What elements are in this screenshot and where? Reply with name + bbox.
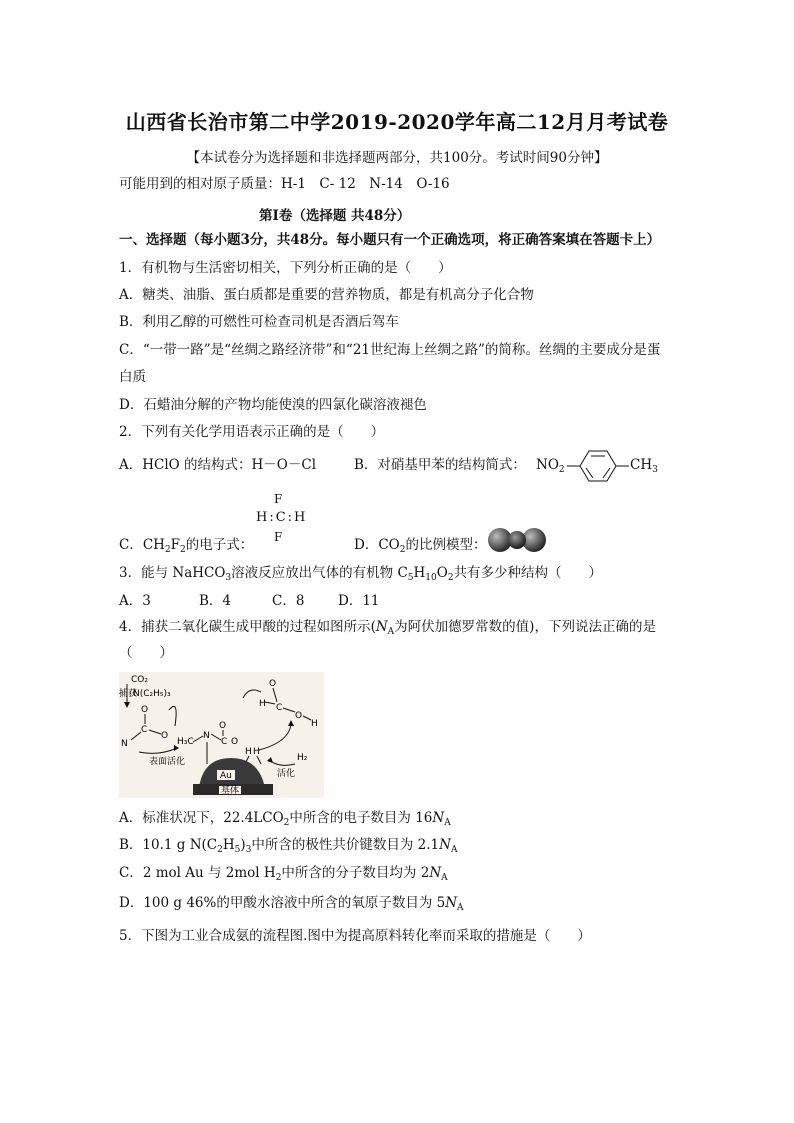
svg-text:O: O [295,711,303,721]
atomic-masses: 可能用到的相对原子质量：H-1 C- 12 N-14 O-16 [119,176,450,192]
benzene-ring-structure [565,448,635,484]
q2-c-f-top: F [274,492,283,506]
q3-option-b: B．4 [199,593,232,609]
q2-b-ch3-label: $CH_3$ [630,457,658,475]
svg-text:O: O [219,721,227,731]
q3-option-c: C．8 [272,593,305,609]
diagram-activate-label: 活化 [277,769,296,779]
page-title: 山西省长治市第二中学2019-2020学年高二12月月考试卷 [125,110,669,134]
svg-text:N: N [203,731,210,741]
svg-text:O: O [141,705,149,715]
svg-text:O: O [269,679,277,689]
co2-space-filling-model [486,526,548,554]
diagram-catch-label: 捕获 [119,689,138,699]
q2-c-f-bottom: F [274,530,283,544]
q1-option-a: A．糖类、油脂、蛋白质都是重要的营养物质，都是有机高分子化合物 [119,287,534,303]
q2-option-d: D．$CO_2$的比例模型： [354,537,487,555]
co2-capture-diagram [119,672,324,798]
volume-heading: 第Ⅰ卷（选择题 共48分） [259,208,411,224]
diagram-surface-label: 表面活化 [149,757,186,767]
q2-option-a: A．HClO 的结构式：H－O－Cl [119,457,317,473]
q5-stem: 5．下图为工业合成氨的流程图.图中为提高原料转化率而采取的措施是（ ） [119,928,591,944]
svg-text:O: O [161,731,169,741]
q2-c-electron-row: H:C:H [256,510,308,525]
q1-option-b: B．利用乙醇的可燃性可检查司机是否酒后驾车 [119,314,399,330]
q4-option-b: B．10.1 g $N(C_2H_5)_3$中所含的极性共价键数目为 $2.1N_A$ [119,837,458,855]
q1-option-c-cont: 白质 [119,369,146,385]
svg-text:N: N [121,739,128,749]
q2-option-c: C．$CH_2F_2$的电子式： [119,537,254,555]
q4-option-c: C．2 mol Au 与 2mol $H_2$中所含的分子数目均为 $2N_A$ [119,865,448,883]
diagram-co2-label: CO₂ [131,675,148,685]
svg-text:H₃C: H₃C [177,737,194,747]
svg-text:C: C [141,725,148,735]
q1-stem: 1．有机物与生活密切相关，下列分析正确的是（ ） [119,260,452,276]
q4-stem-cont: （ ） [119,645,173,661]
q4-option-d: D．100 g 46%的甲酸水溶液中所含的氧原子数目为 $5N_A$ [119,895,464,913]
q2-option-b: B．对硝基甲苯的结构简式： [354,457,526,473]
q2-b-no2-label: $NO_2$ [536,457,565,475]
svg-text:H: H [311,719,318,729]
section-heading: 一、选择题（每小题3分，共48分。每小题只有一个正确选项，将正确答案填在答题卡上） [119,232,661,248]
svg-text:C: C [221,737,228,747]
q3-stem: 3．能与 NaHCO$_3$溶液反应放出气体的有机物 $C_5H_{10}O_2$共有多少种结构（ ） [119,565,603,583]
svg-text:O: O [231,737,239,747]
diagram-h2-label: H₂ [297,753,308,763]
q4-stem: 4．捕获二氧化碳生成甲酸的过程如图所示($N_A$为阿伏加德罗常数的值)，下列说法正确的是 [119,619,656,637]
q2-stem: 2．下列有关化学用语表示正确的是（ ） [119,424,385,440]
q4-option-a: A．标准状况下，$22.4LCO_2$中所含的电子数目为 $16N_A$ [119,810,451,828]
diagram-base-label: 基体 [221,786,240,796]
diagram-au-label: Au [220,771,232,781]
q3-option-d: D．11 [338,593,380,609]
q3-options [119,591,380,611]
diagram-amine-label: N(C₂H₅)₃ [133,689,171,699]
svg-text:H: H [245,747,252,757]
q1-option-d: D．石蜡油分解的产物均能使溴的四氯化碳溶液褪色 [119,397,427,413]
q3-option-a: A．3 [119,593,151,609]
svg-text:H: H [259,699,266,709]
q1-option-c: C．“一带一路”是“丝绸之路经济带”和“21世纪海上丝绸之路”的简称。丝绸的主要成分是蛋 [119,342,661,358]
exam-instructions: 【本试卷分为选择题和非选择题两部分，共100分。考试时间90分钟】 [186,150,608,166]
svg-text:H: H [253,747,260,757]
svg-text:C: C [276,703,283,713]
